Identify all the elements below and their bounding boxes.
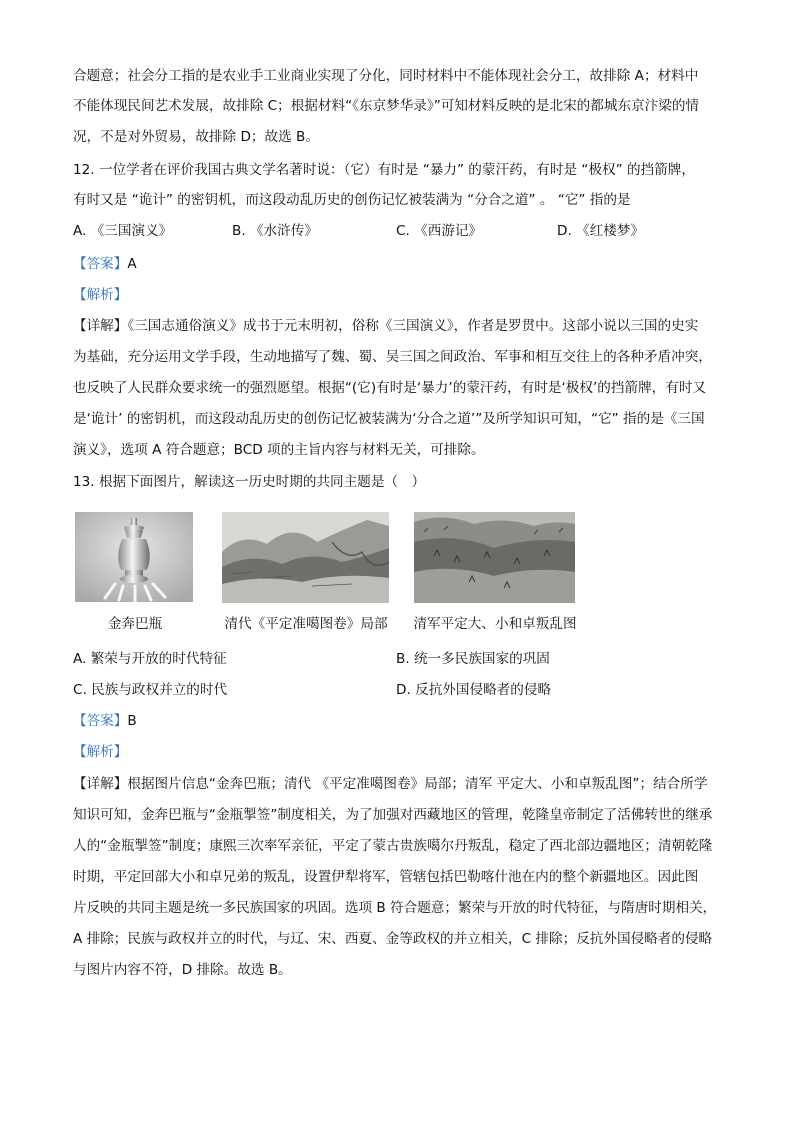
q12-option-d: D. 《红楼梦》 [557,223,645,239]
q12-detail-line: 也反映了人民群众要求统一的强烈愿望。根据“(它)有时是‘暴力’的蒙汗药，有时是‘极权’的挡箭牌，有时又 [73,380,707,396]
battle-scene-illustration [414,512,575,603]
q13-option-a: A. 繁荣与开放的时代特征 [73,651,227,667]
q13-detail-line: 片反映的共同主题是统一多民族国家的巩固。选项 B 符合题意；繁荣与开放的时代特征，与隋唐时期相关， [73,900,717,916]
answer-tag: 【答案】 [73,713,128,729]
golden-urn-illustration [75,512,193,602]
q12-detail-line: 演义》，选项 A 符合题意；BCD 项的主旨内容与材料无关，可排除。 [73,442,485,458]
intro-line: 不能体现民间艺术发展，故排除 C；根据材料“《东京梦华录》”可知材料反映的是北宋的都城东京汴梁的情 [73,98,700,114]
q13-detail-line: A 排除；民族与政权并立的时代，与辽、宋、西夏、金等政权的并立相关，C 排除；反抗外国侵略者的侵略 [73,931,713,947]
q12-option-b: B. 《水浒传》 [232,223,318,239]
detail-tag: 【详解】 [73,318,128,334]
caption-battle: 清军平定大、小和卓叛乱图 [413,616,577,632]
golden-urn-image [75,512,193,602]
q13-detail-line [73,774,725,794]
intro-line: 况，不是对外贸易，故排除 D；故选 B。 [73,129,319,145]
q12-option-a: A. 《三国演义》 [73,223,173,239]
scroll-landscape-illustration [222,512,389,603]
answer-value: B [127,713,137,729]
detail-tag: 【详解】 [73,776,128,792]
intro-line: 合题意；社会分工指的是农业手工业商业实现了分化，同时材料中不能体现社会分工，故排除 A；材料中 [73,68,699,84]
answer-tag: 【答案】 [73,256,128,272]
q12-detail-line: 为基础，充分运用文学手段，生动地描写了魏、蜀、吴三国之间政治、军事和相互交往上的各种矛盾冲突， [73,349,712,365]
qing-army-battle-image [414,512,575,603]
q12-option-c: C. 《西游记》 [396,223,483,239]
q13-answer [73,711,725,731]
q12-stem-line: 12. 一位学者在评价我国古典文学名著时说：（它）有时是 “暴力” 的蒙汗药，有时是 “极权” 的挡箭牌， [73,162,695,178]
answer-value: A [127,256,137,272]
q13-detail-line: 与图片内容不符，D 排除。故选 B。 [73,962,292,978]
q12-detail-line [73,316,725,336]
q12-detail-line: 是‘诡计’ 的密钥机，而这段动乱历史的创伤记忆被装满为‘分合之道’”及所学知识可知，“它” 指的是《三国 [73,411,705,427]
q13-option-b: B. 统一多民族国家的巩固 [396,651,550,667]
q13-option-d: D. 反抗外国侵略者的侵略 [396,682,552,698]
q13-stem: 13. 根据下面图片，解读这一历史时期的共同主题是（ ） [73,474,426,490]
q12-answer [73,254,725,274]
analysis-tag: 【解析】 [73,744,128,760]
q13-detail-line: 时期，平定回部大小和卓兄弟的叛乱，设置伊犁将军，管辖包括巴勒喀什池在内的整个新疆地区。因此图 [73,869,699,885]
pingding-zhungeer-scroll-image [222,512,389,603]
caption-golden-urn: 金奔巴瓶 [107,616,163,632]
q13-option-c: C. 民族与政权并立的时代 [73,682,228,698]
q13-detail-line: 知识可知，金奔巴瓶与“金瓶掣签”制度相关，为了加强对西藏地区的管理，乾隆皇帝制定了活佛转世的继承 [73,807,713,823]
q12-analysis [73,285,725,305]
detail-text: 《三国志通俗演义》成书于元末明初，俗称《三国演义》，作者是罗贯中。这部小说以三国的史实 [127,318,699,334]
detail-text: 根据图片信息“金奔巴瓶；清代 《平定准噶图卷》局部；清军 平定大、小和卓叛乱图”；结合所学 [127,776,708,792]
q12-stem-line: 有时又是 “诡计” 的密钥机，而这段动乱历史的创伤记忆被装满为 “分合之道” 。 “它” 指的是 [73,192,631,208]
q13-analysis [73,742,725,762]
analysis-tag: 【解析】 [73,287,128,303]
q13-detail-line: 人的“金瓶掣签”制度；康熙三次率军亲征，平定了蒙古贵族噶尔丹叛乱，稳定了西北部边疆地区；清朝乾隆 [73,838,713,854]
caption-scroll: 清代《平定准噶图卷》局部 [224,616,388,632]
